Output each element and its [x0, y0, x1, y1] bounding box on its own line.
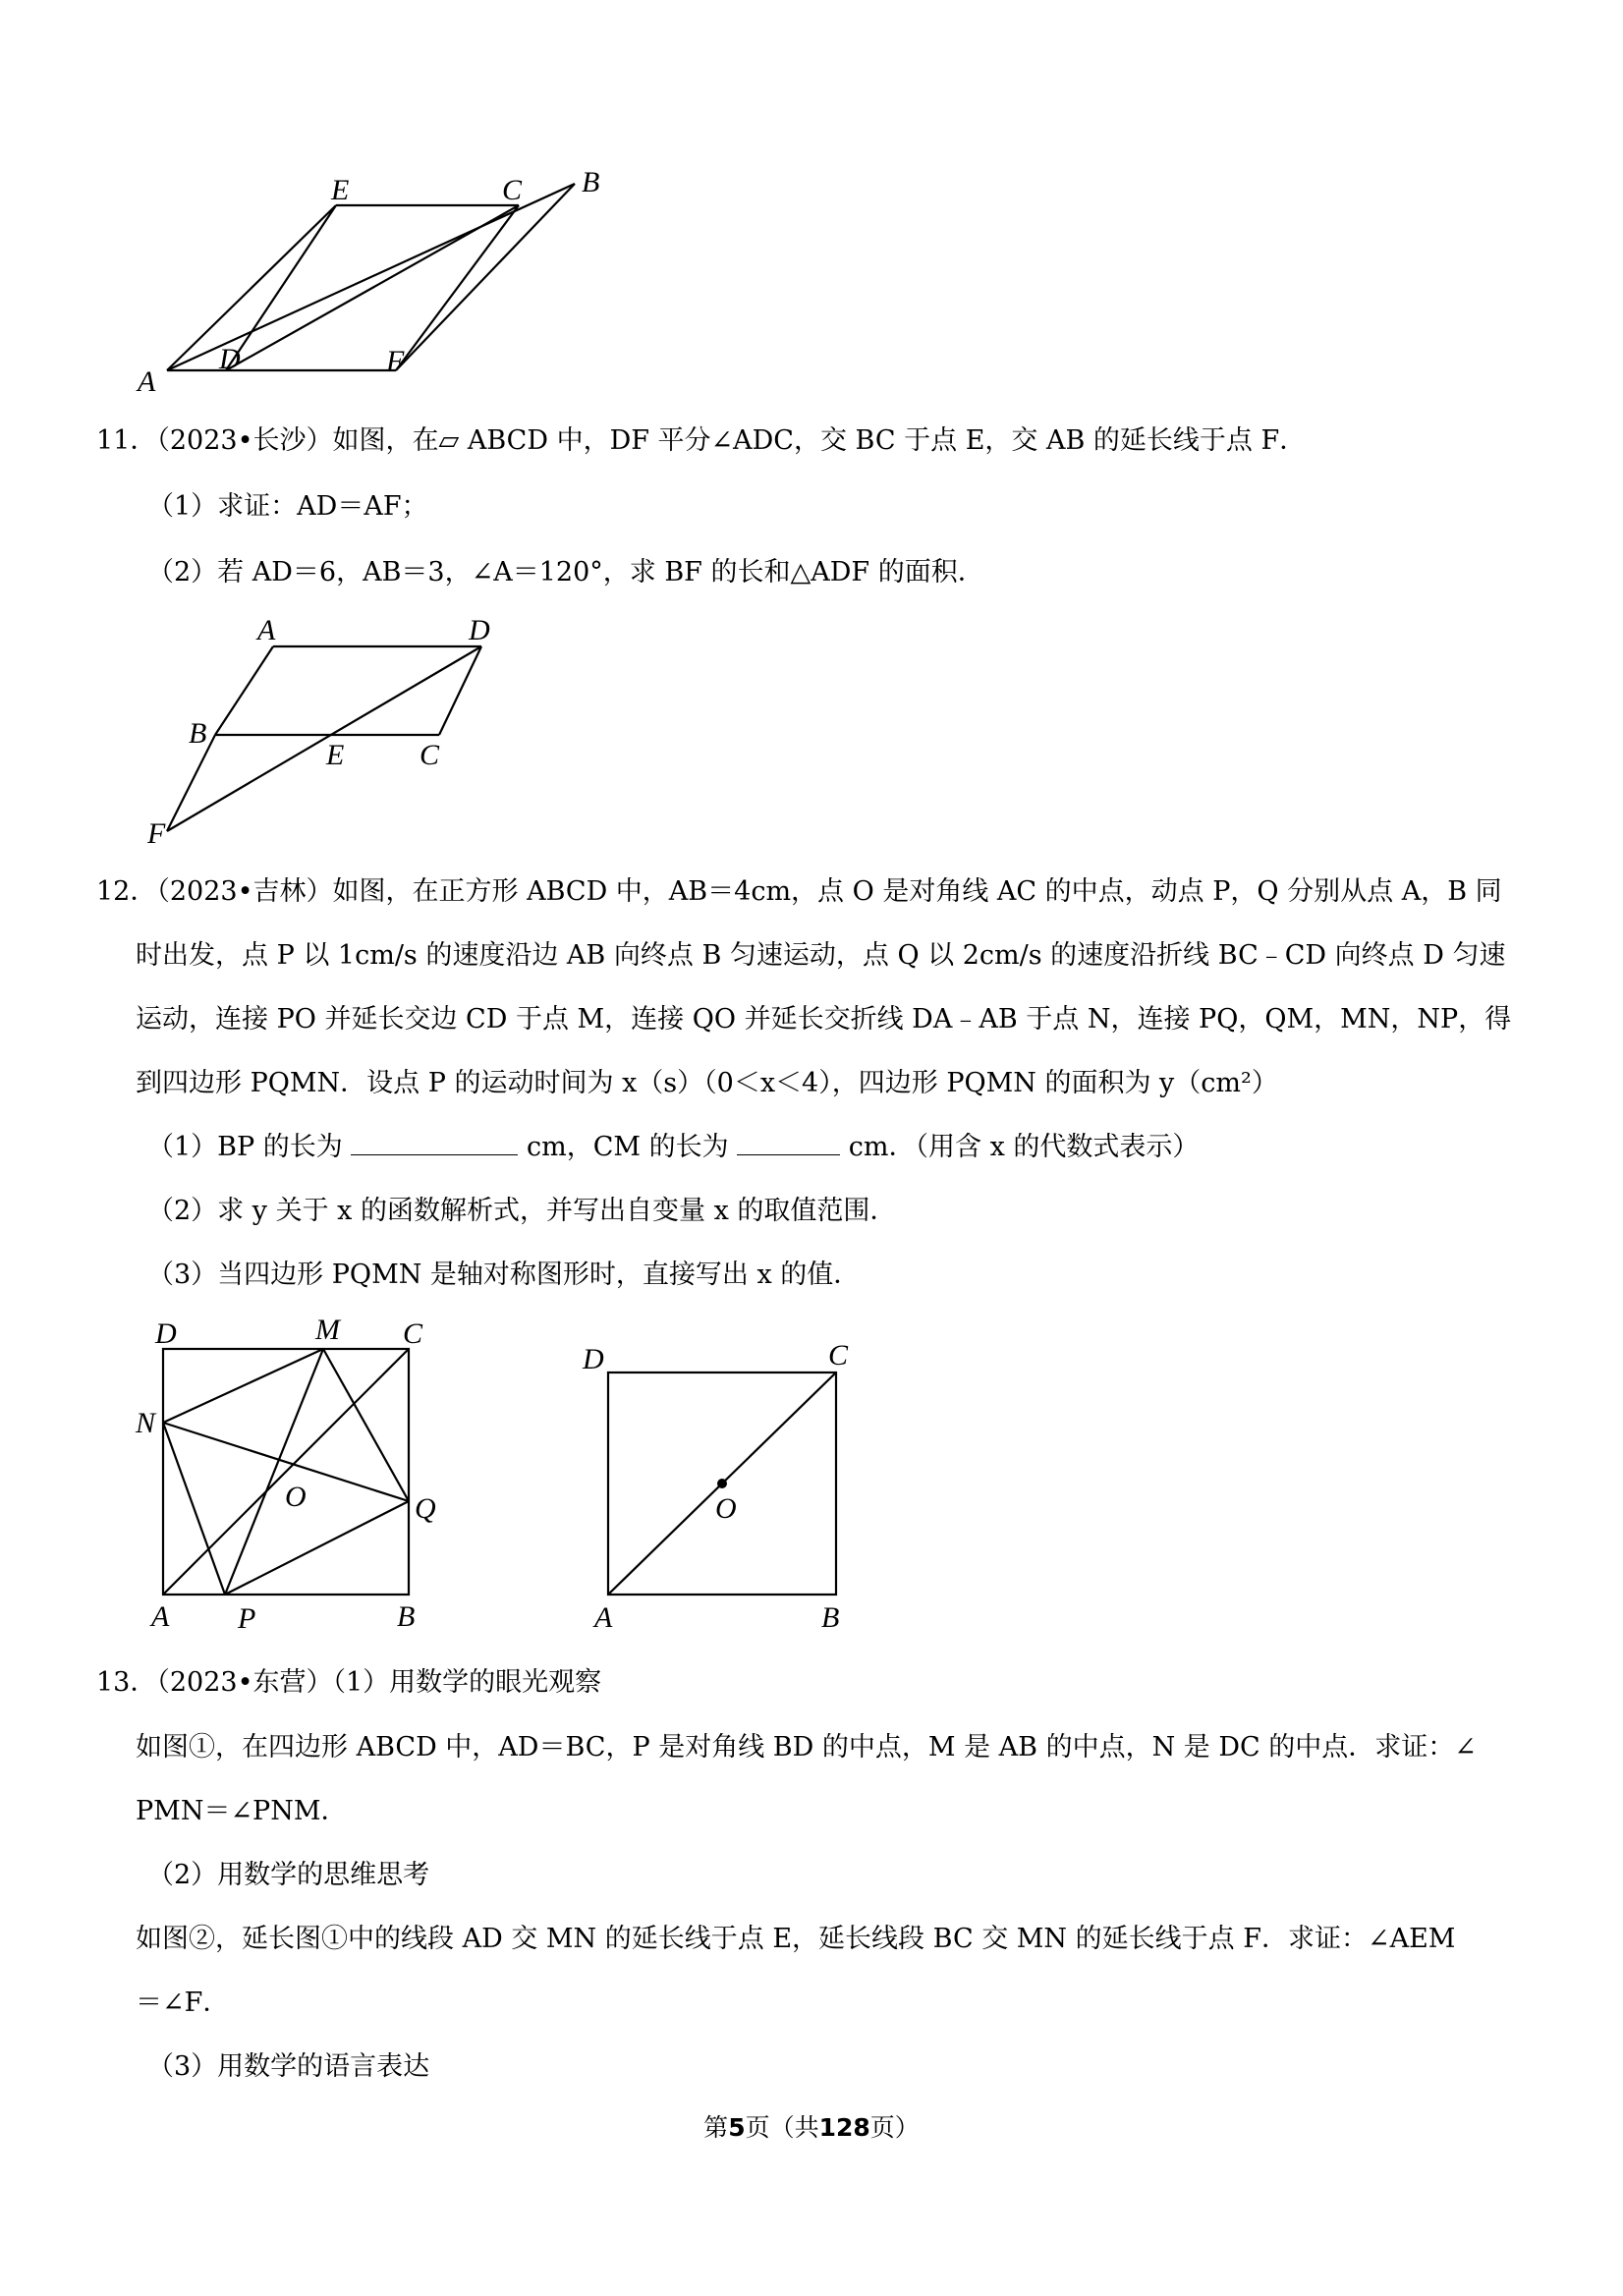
label-D: D [155, 1317, 177, 1350]
q13-part2-title: （2）用数学的思维思考 [147, 1860, 430, 1890]
q12-line4: 到四边形 PQMN．设点 P 的运动时间为 x（s）（0＜x＜4），四边形 PQMN 的面积为 y（cm²） [136, 1068, 1278, 1098]
q11-header: 11．（2023•长沙）如图，在▱ ABCD 中，DF 平分∠ADC，交 BC 于点 E，交 AB 的延长线于点 F． [96, 425, 1307, 456]
label-A: A [257, 614, 276, 646]
figure-q12-b [575, 1341, 869, 1641]
q12-part1 [147, 1128, 1601, 1167]
footer-post: 页） [869, 2113, 920, 2142]
q13-part3-title: （3）用数学的语言表达 [147, 2051, 430, 2082]
q12-line2: 时出发，点 P 以 1cm/s 的速度沿边 AB 向终点 B 匀速运动，点 Q 以 2cm/s 的速度沿折线 BC﹣CD 向终点 D 匀速 [136, 940, 1506, 971]
q13-header: 13．（2023•东营）（1）用数学的眼光观察 [96, 1667, 602, 1698]
label-B: B [397, 1600, 416, 1633]
label-C: C [403, 1317, 423, 1350]
label-A: A [151, 1600, 170, 1633]
q13-p2-line2: ＝∠F． [136, 1988, 230, 2018]
label-C: C [502, 174, 523, 206]
current-page-number: 5 [728, 2113, 746, 2142]
label-D: D [583, 1343, 604, 1375]
q12-part2: （2）求 y 关于 x 的函数解析式，并写出自变量 x 的取值范围． [147, 1196, 897, 1226]
label-Q: Q [415, 1492, 436, 1525]
q12-line3: 运动，连接 PO 并延长交边 CD 于点 M，连接 QO 并延长交折线 DA﹣AB 于点 N，连接 PQ，QM，MN，NP，得 [136, 1004, 1512, 1035]
label-N: N [136, 1407, 156, 1439]
q13-p2-line1: 如图②，延长图①中的线段 AD 交 MN 的延长线于点 E，延长线段 BC 交 MN 的延长线于点 F．求证：∠AEM [136, 1924, 1456, 1954]
q12-part1-c: cm．（用含 x 的代数式表示） [848, 1132, 1200, 1162]
label-E: E [326, 739, 345, 771]
label-O: O [285, 1481, 307, 1513]
footer-mid: 页（共 [745, 2113, 819, 2142]
label-B: B [582, 166, 600, 198]
label-A: A [138, 365, 156, 398]
label-O: O [715, 1492, 737, 1525]
q13-p1-line1: 如图①，在四边形 ABCD 中，AD＝BC，P 是对角线 BD 的中点，M 是 AB 的中点，N 是 DC 的中点．求证：∠ [136, 1732, 1477, 1763]
label-D: D [469, 614, 490, 646]
answer-blank-bp[interactable] [351, 1129, 518, 1155]
label-A: A [594, 1601, 613, 1634]
q12-part3: （3）当四边形 PQMN 是轴对称图形时，直接写出 x 的值． [147, 1260, 861, 1290]
footer-pre: 第 [703, 2113, 729, 2142]
q12-part1-b: cm，CM 的长为 [526, 1132, 729, 1162]
q13-p1-line2: PMN＝∠PNM． [136, 1796, 348, 1826]
label-P: P [238, 1602, 256, 1635]
label-C: C [420, 739, 440, 771]
label-E: E [331, 174, 350, 206]
page-footer [0, 2111, 1623, 2145]
figure-q12-a [128, 1312, 462, 1641]
label-D: D [219, 343, 241, 375]
total-pages: 128 [818, 2113, 870, 2142]
q12-part1-a: （1）BP 的长为 [147, 1132, 343, 1162]
label-B: B [189, 717, 207, 750]
midpoint-O-dot [717, 1479, 727, 1488]
figure-q10 [128, 162, 619, 398]
label-F: F [147, 817, 166, 850]
answer-blank-cm[interactable] [737, 1129, 840, 1155]
label-B: B [821, 1601, 840, 1634]
label-M: M [315, 1314, 340, 1346]
q12-line1: 12．（2023•吉林）如图，在正方形 ABCD 中，AB＝4cm，点 O 是对角线 AC 的中点，动点 P，Q 分别从点 A，B 同 [96, 876, 1502, 907]
label-F: F [386, 345, 405, 377]
label-C: C [828, 1341, 849, 1372]
figure-q11 [147, 607, 540, 853]
q11-part1: （1）求证：AD＝AF； [147, 491, 428, 522]
q11-part2: （2）若 AD＝6，AB＝3，∠A＝120°，求 BF 的长和△ADF 的面积． [147, 557, 984, 588]
